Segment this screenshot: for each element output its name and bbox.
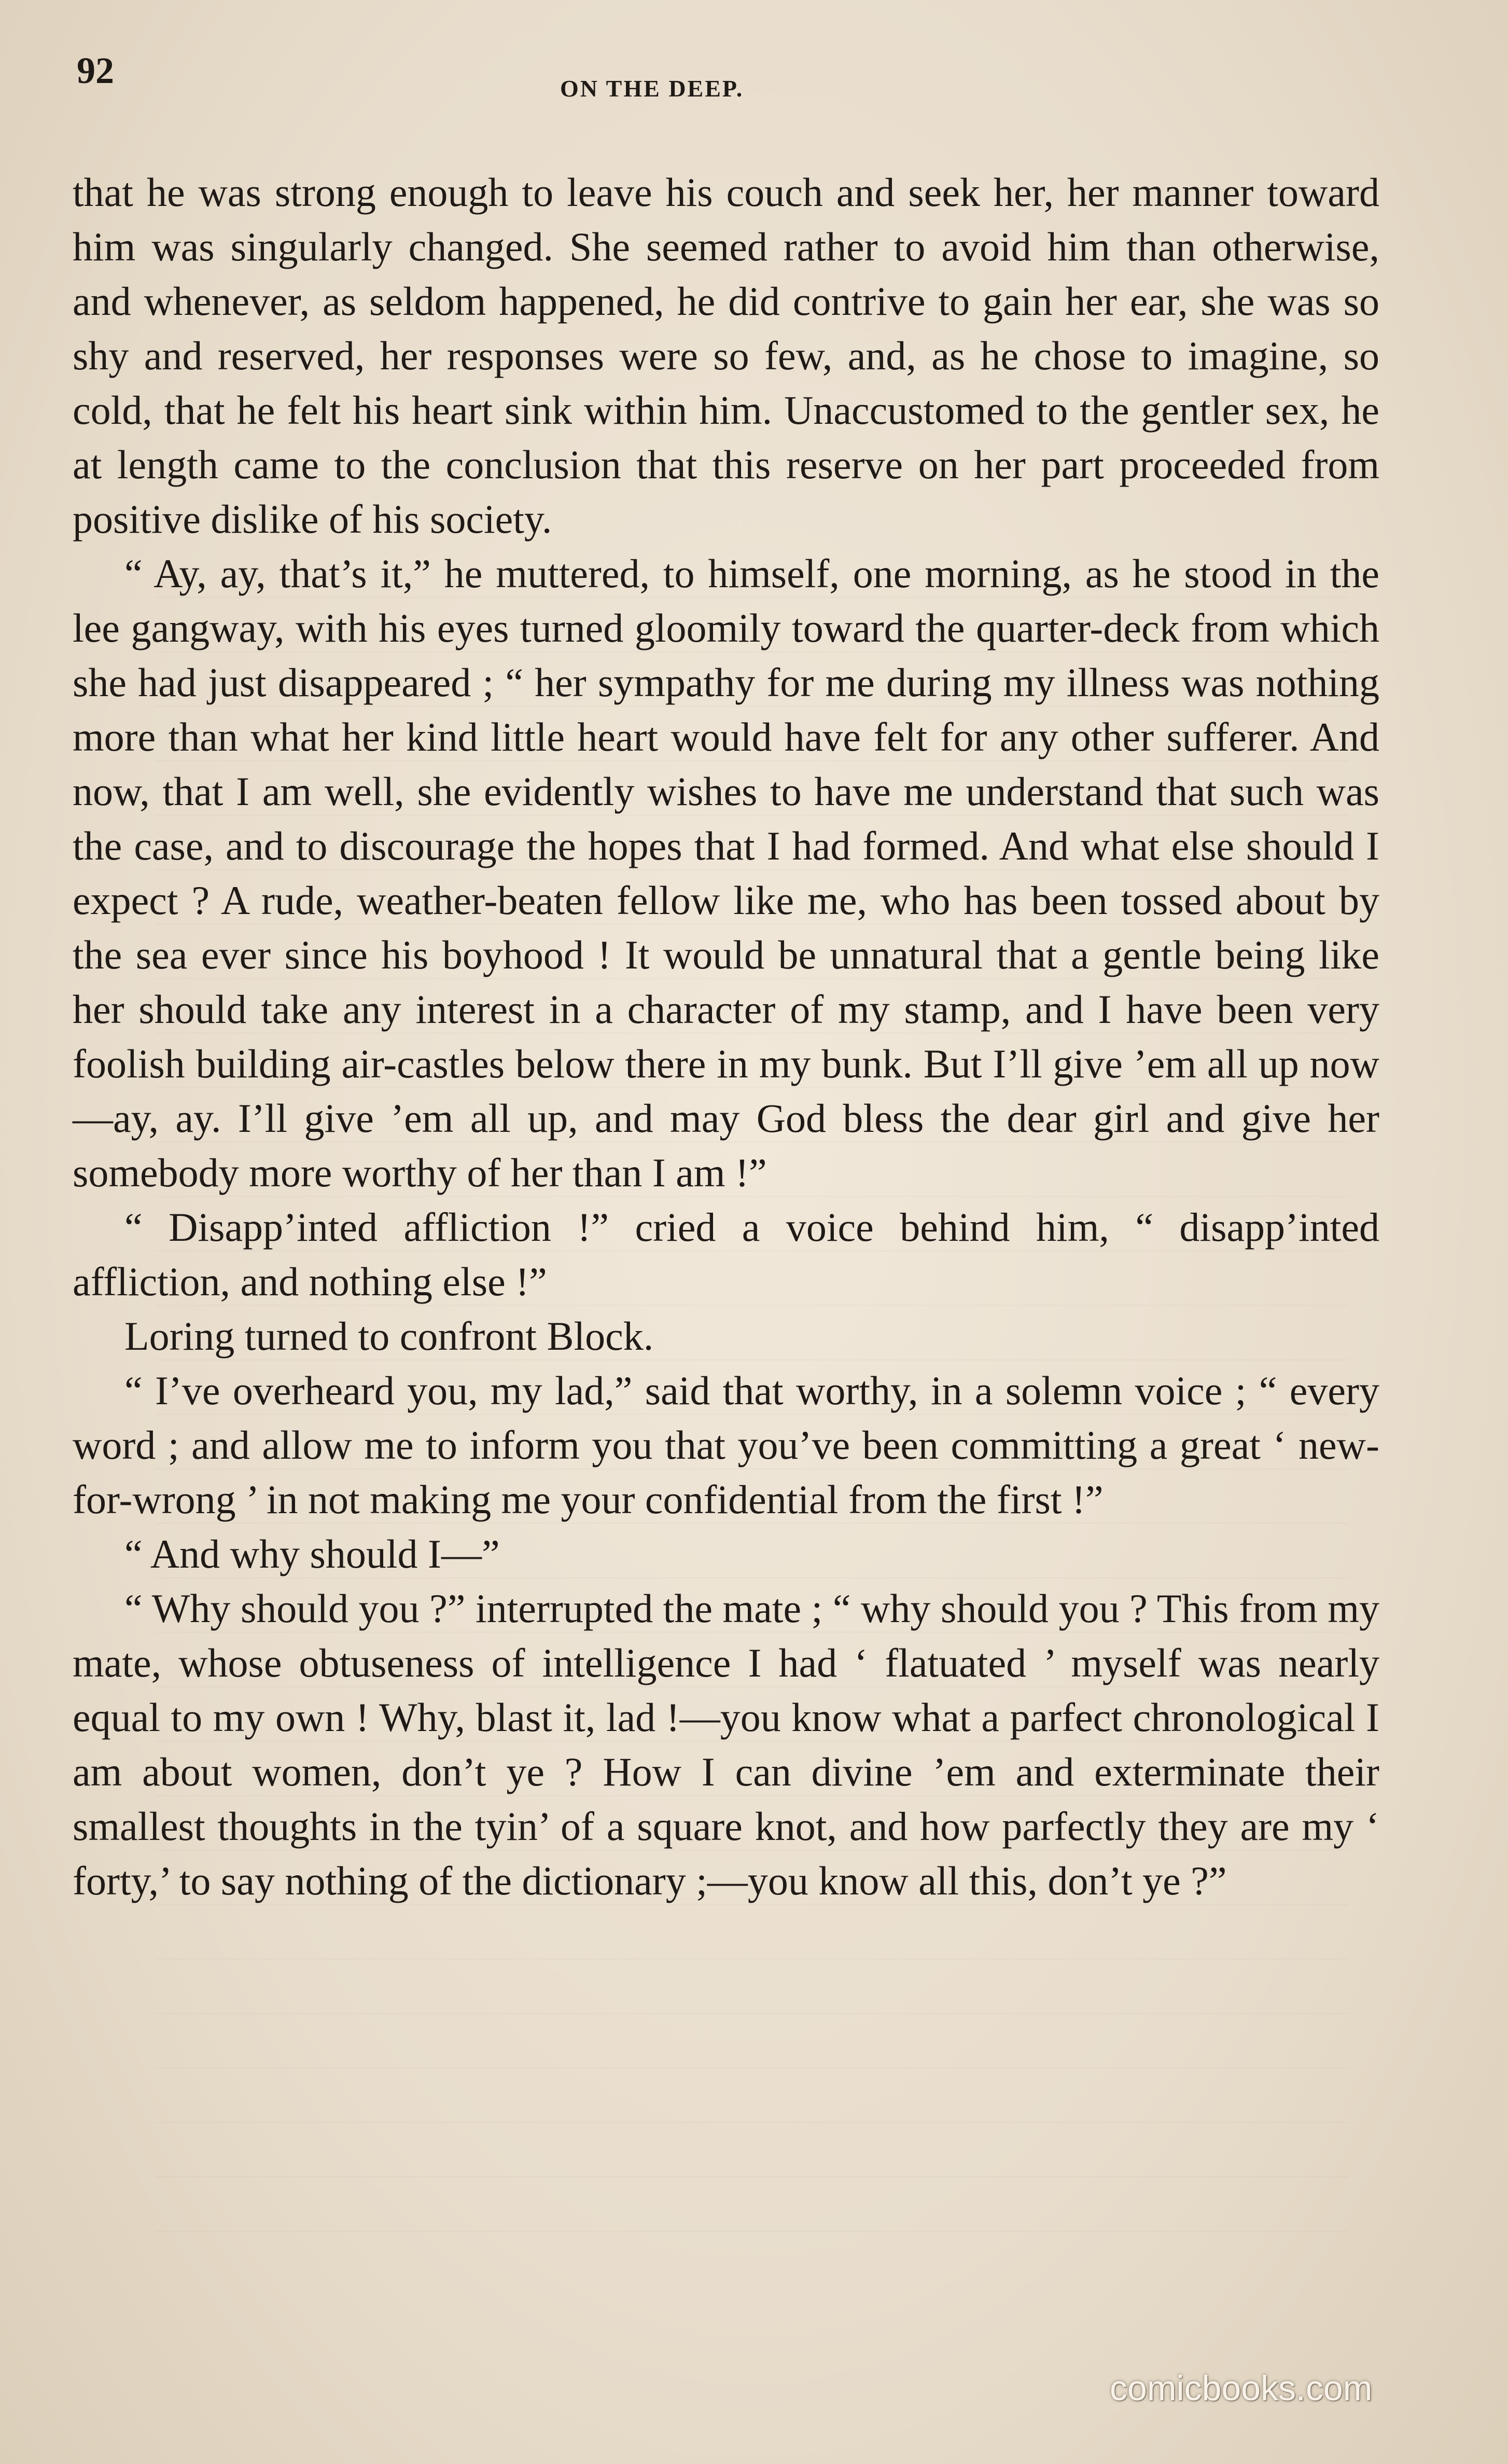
page-number: 92 — [77, 50, 114, 91]
running-head: ON THE DEEP. — [560, 75, 744, 102]
paragraph-7: “ Why should you ?” interrupted the mate ; “ why should you ? This from my mate, whose obtuseness of intelligence I had ‘ flatuated ’ myself was nearly equal to my own ! Why, blast it, lad !—you know what a parfect chronological I am about women, don’t ye ? How I can divine ’em and exterminate their smallest thoughts in the tyin’ of a square knot, and how parfectly they are my ‘ forty,’ to say nothing of the dictionary ;—you know all this, don’t ye ?” — [73, 1586, 1379, 1903]
paragraph-4: Loring turned to confront Block. — [124, 1313, 654, 1359]
paragraph-2: “ Ay, ay, that’s it,” he muttered, to himself, one morning, as he stood in the lee gangway, with his eyes turned gloomily toward the quarter-deck from which she had just disappeared ; “ her sympathy for me during my illness was nothing more than what her kind little heart would have felt for any other sufferer. And now, that I am well, she evidently wishes to have me understand that such was the case, and to discourage the hopes that I had formed. And what else should I expect ? A rude, weather-beaten fellow like me, who has been tossed about by the sea ever since his boyhood ! It would be unnatural that a gentle being like her should take any interest in a character of my stamp, and I have been very foolish building air-castles below there in my bunk. But I’ll give ’em all up now—ay, ay. I’ll give ’em all up, and may God bless the dear girl and give her somebody more worthy of her than I am !” — [73, 551, 1379, 1195]
watermark: comicbooks.com — [1110, 2369, 1373, 2408]
paragraph-3: “ Disapp’inted affliction !” cried a voice behind him, “ disapp’inted affliction, and nothing else !” — [73, 1205, 1379, 1304]
body-text — [73, 165, 1379, 1908]
page-header — [0, 0, 1508, 156]
paragraph-1: that he was strong enough to leave his couch and seek her, her manner toward him was singularly changed. She seemed rather to avoid him than otherwise, and whenever, as seldom happened, he did contrive to gain her ear, she was so shy and reserved, her responses were so few, and, as he chose to imagine, so cold, that he felt his heart sink within him. Unaccustomed to the gentler sex, he at length came to the conclusion that this reserve on her part proceeded from positive dislike of his society. — [73, 170, 1379, 542]
paragraph-5: “ I’ve overheard you, my lad,” said that worthy, in a solemn voice ; “ every word ; and allow me to inform you that you’ve been committing a great ‘ new-for-wrong ’ in not making me your confidential from the first !” — [73, 1368, 1379, 1522]
paragraph-6: “ And why should I—” — [124, 1531, 500, 1576]
